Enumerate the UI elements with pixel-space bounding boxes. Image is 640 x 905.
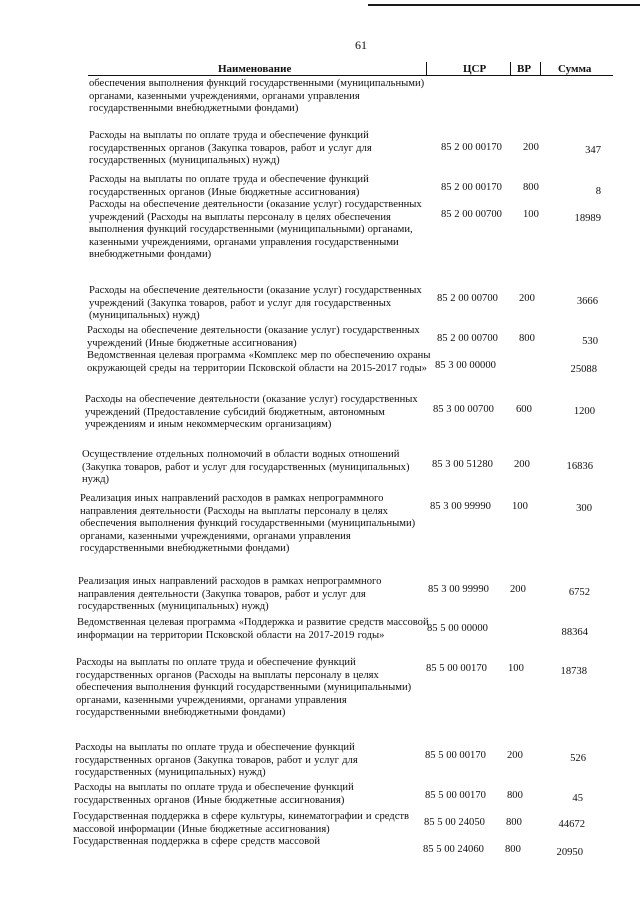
row-vr: 200 xyxy=(514,459,530,470)
row-name: Ведомственная целевая программа «Поддержка и развитие средств массовой информации на территории Псковской области на 2017-2019 годы» xyxy=(77,617,429,641)
row-name: Реализация иных направлений расходов в рамках непрограммного направления деятельности (Закупка товаров, работ и услуг для государственных (муниципальных) нужд) xyxy=(78,576,382,612)
row-csr: 85 5 00 00170 xyxy=(425,790,486,801)
row-sum: 45 xyxy=(572,793,583,804)
row-name: Расходы на обеспечение деятельности (оказание услуг) государственных учреждений (Предоставление субсидий бюджетным, автономным учреждениям и иным некоммерческим организациям) xyxy=(85,394,418,430)
row-csr: 85 2 00 00700 xyxy=(441,209,502,220)
row-csr: 85 2 00 00700 xyxy=(437,293,498,304)
row-vr: 200 xyxy=(519,293,535,304)
row-vr: 100 xyxy=(508,663,524,674)
header-underline xyxy=(88,75,613,76)
row-vr: 800 xyxy=(523,182,539,193)
row-csr: 85 3 00 99990 xyxy=(430,501,491,512)
row-sum: 530 xyxy=(582,336,598,347)
row-csr: 85 5 00 24060 xyxy=(423,844,484,855)
top-border-line xyxy=(368,4,640,6)
row-name: Расходы на выплаты по оплате труда и обеспечение функций государственных органов (Закупка товаров, работ и услуг для государственных (муниципальных) нужд) xyxy=(89,130,372,166)
row-sum: 18738 xyxy=(560,666,587,677)
row-name: Расходы на выплаты по оплате труда и обеспечение функций государственных органов (Расходы на выплаты персоналу в целях обеспечения выполнения функций государственными (муниципальными) органами, казенными учреждениями, органами управления государственными внебюджетными фондами) xyxy=(76,657,412,718)
row-csr: 85 5 00 00000 xyxy=(427,623,488,634)
row-csr: 85 3 00 00000 xyxy=(435,360,496,371)
row-name: Расходы на обеспечение деятельности (оказание услуг) государственных учреждений (Закупка товаров, работ и услуг для государственных (муниципальных) нужд) xyxy=(89,285,422,321)
row-name: Расходы на выплаты по оплате труда и обеспечение функций государственных органов (Закупка товаров, работ и услуг для государственных (муниципальных) нужд) xyxy=(75,742,358,778)
row-csr: 85 3 00 51280 xyxy=(432,459,493,470)
header-divider xyxy=(510,62,511,76)
row-sum: 20950 xyxy=(556,847,583,858)
header-divider xyxy=(540,62,541,76)
row-csr: 85 2 00 00700 xyxy=(437,333,498,344)
row-name: Реализация иных направлений расходов в рамках непрограммного направления деятельности (Расходы на выплаты персоналу в целях обеспечения выполнения функций государственными (муниципальными) органами, казенными учреждениями, органами управления государственными внебюджетными фондами) xyxy=(80,493,416,554)
row-vr: 800 xyxy=(505,844,521,855)
row-name: Ведомственная целевая программа «Комплекс мер по обеспечению охраны окружающей среды на территории Псковской области на 2015-2017 годы» xyxy=(87,350,431,374)
row-vr: 800 xyxy=(507,790,523,801)
row-csr: 85 5 00 00170 xyxy=(426,663,487,674)
row-vr: 800 xyxy=(506,817,522,828)
page-number: 61 xyxy=(355,38,367,52)
header-sum: Сумма xyxy=(558,63,592,75)
row-sum: 25088 xyxy=(570,364,597,375)
row-vr: 600 xyxy=(516,404,532,415)
header-vr: ВР xyxy=(517,63,532,75)
row-name: Государственная поддержка в сфере культуры, кинематографии и средств массовой информации (Иные бюджетные ассигнования) xyxy=(73,811,410,835)
table-header xyxy=(88,62,613,76)
row-csr: 85 2 00 00170 xyxy=(441,182,502,193)
row-name: Расходы на обеспечение деятельности (оказание услуг) государственных учреждений (Расходы на выплаты персоналу в целях обеспечения выполнения функций государственными (муниципальными) органами, казенными учреждениями, органами управления государственными внебюджетными фондами) xyxy=(89,199,422,260)
row-sum: 18989 xyxy=(574,213,601,224)
row-sum: 3666 xyxy=(576,296,598,307)
row-sum: 300 xyxy=(576,503,592,514)
row-name: Расходы на обеспечение деятельности (оказание услуг) государственных учреждений (Иные бюджетные ассигнования) xyxy=(87,325,420,349)
row-vr: 100 xyxy=(512,501,528,512)
header-name: Наименование xyxy=(218,63,292,75)
row-sum: 88364 xyxy=(561,627,588,638)
row-name: Расходы на выплаты по оплате труда и обеспечение функций государственных органов (Иные бюджетные ассигнования) xyxy=(74,782,354,806)
row-sum: 6752 xyxy=(568,587,590,598)
row-csr: 85 5 00 24050 xyxy=(424,817,485,828)
row-csr: 85 3 00 99990 xyxy=(428,584,489,595)
header-csr: ЦСР xyxy=(463,63,487,75)
row-sum: 44672 xyxy=(558,819,585,830)
row-vr: 200 xyxy=(507,750,523,761)
row-name: Расходы на выплаты по оплате труда и обеспечение функций государственных органов (Иные бюджетные ассигнования) xyxy=(89,174,369,198)
row-name: Государственная поддержка в сфере средств массовой xyxy=(73,836,321,847)
row-name: Осуществление отдельных полномочий в области водных отношений (Закупка товаров, работ и услуг для государственных (муниципальных) нужд) xyxy=(82,449,410,485)
row-vr: 200 xyxy=(510,584,526,595)
row-sum: 16836 xyxy=(566,461,593,472)
row-csr: 85 3 00 00700 xyxy=(433,404,494,415)
row-sum: 347 xyxy=(585,145,601,156)
row-sum: 1200 xyxy=(573,406,595,417)
row-vr: 800 xyxy=(519,333,535,344)
row-csr: 85 2 00 00170 xyxy=(441,142,502,153)
row-vr: 100 xyxy=(523,209,539,220)
row-sum: 8 xyxy=(595,186,601,197)
row-sum: 526 xyxy=(570,753,586,764)
row-vr: 200 xyxy=(523,142,539,153)
row-csr: 85 5 00 00170 xyxy=(425,750,486,761)
row-name: обеспечения выполнения функций государственными (муниципальными) органами, казенными учреждениями, органами управления государственными внебюджетными фондами) xyxy=(89,78,425,114)
header-divider xyxy=(426,62,427,76)
